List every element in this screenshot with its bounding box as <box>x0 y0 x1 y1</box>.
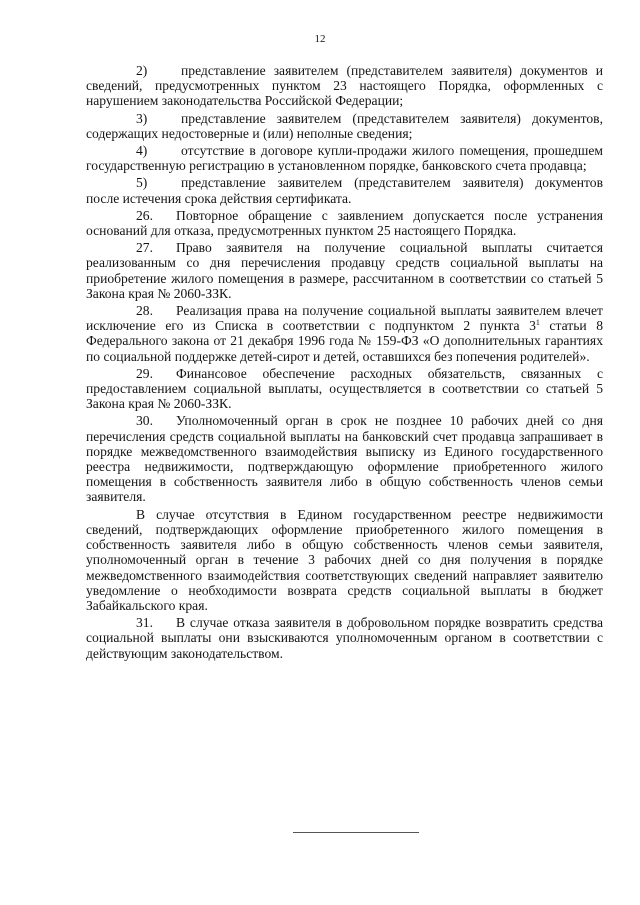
list-item <box>86 143 603 173</box>
end-divider-line <box>293 832 419 833</box>
item-number: 4) <box>136 143 148 159</box>
clause-text-b: статьи 8 Федерального закона от 21 декабря 1996 года № 159-ФЗ «О дополнительных гарантиях по социальной поддержке детей-сирот и детей, оставшихся без попечения родителей». <box>86 318 603 364</box>
item-number: 3) <box>136 110 148 126</box>
clause-30-continuation <box>86 507 603 613</box>
clause-number: 31. <box>136 615 153 631</box>
clause-28 <box>86 303 603 364</box>
clause-text: Право заявителя на получение социальной выплаты считается реализованным со дня перечисления продавцу средств социальной выплаты на приобретение жилого помещения в размере, рассчитанном в соответствии со статьей 5 Закона края № 2060-ЗЗК. <box>86 240 603 301</box>
document-body <box>86 63 603 663</box>
clause-text: В случае отказа заявителя в добровольном порядке возвратить средства социальной выплаты они взыскиваются уполномоченным органом в соответствии с действующим законодательством. <box>86 615 603 661</box>
clause-number: 29. <box>136 365 153 381</box>
page-number: 12 <box>314 33 326 45</box>
clause-number: 27. <box>136 240 153 256</box>
clause-number: 28. <box>136 303 153 319</box>
clause-27 <box>86 240 603 301</box>
clause-text: Повторное обращение с заявлением допускается после устранения оснований для отказа, предусмотренных пунктом 25 настоящего Порядка. <box>86 207 603 239</box>
clause-text: Уполномоченный орган в срок не позднее 10 рабочих дней со дня перечисления средств социальной выплаты на банковский счет продавца запрашивает в порядке межведомственного взаимодействия выписку из Единого государственного реестра недвижимости, подтверждающую оформление приобретенного жилого помещения в собственность заявителя либо в общую собственность членов семьи заявителя. <box>86 413 603 505</box>
list-item <box>86 175 603 205</box>
clause-number: 26. <box>136 207 153 223</box>
clause-30 <box>86 413 603 504</box>
list-item <box>86 111 603 141</box>
item-text: представление заявителем (представителем заявителя) документов и сведений, предусмотренных пунктом 23 настоящего Порядка, оформленных с нарушением законодательства Российской Федерации; <box>86 63 603 109</box>
clause-31 <box>86 615 603 661</box>
item-number: 5) <box>136 175 148 191</box>
item-number: 2) <box>136 63 148 78</box>
item-text: представление заявителем (представителем заявителя) документов, содержащих недостоверные и (или) неполные сведения; <box>86 110 603 141</box>
clause-number: 30. <box>136 413 153 429</box>
superscript: 1 <box>535 318 540 328</box>
clause-26 <box>86 208 603 238</box>
clause-text: Финансовое обеспечение расходных обязательств, связанных с предоставлением социальной выплаты, осуществляется в соответствии со статьей 5 Закона края № 2060-ЗЗК. <box>86 365 603 412</box>
item-text: отсутствие в договоре купли-продажи жилого помещения, прошедшем государственную регистрацию в установленном порядке, банковского счета продавца; <box>86 143 603 174</box>
item-text: представление заявителем (представителем заявителя) документов после истечения срока действия сертификата. <box>86 175 603 206</box>
clause-29 <box>86 366 603 412</box>
clause-text-a: Реализация права на получение социальной выплаты заявителем влечет исключение его из Списка в соответствии с подпунктом 2 пункта 3 <box>86 303 603 334</box>
list-item <box>86 63 603 109</box>
clause-text: В случае отсутствия в Едином государственном реестре недвижимости сведений, подтверждающих оформление приобретенного жилого помещения в собственность заявителя либо в общую собственность членов семьи заявителя, уполномоченный орган в течение 3 рабочих дней со дня получения в порядке межведомственного взаимодействия соответствующих сведений направляет заявителю уведомление о необходимости возврата средств социальной выплаты в бюджет Забайкальского края. <box>86 506 603 613</box>
